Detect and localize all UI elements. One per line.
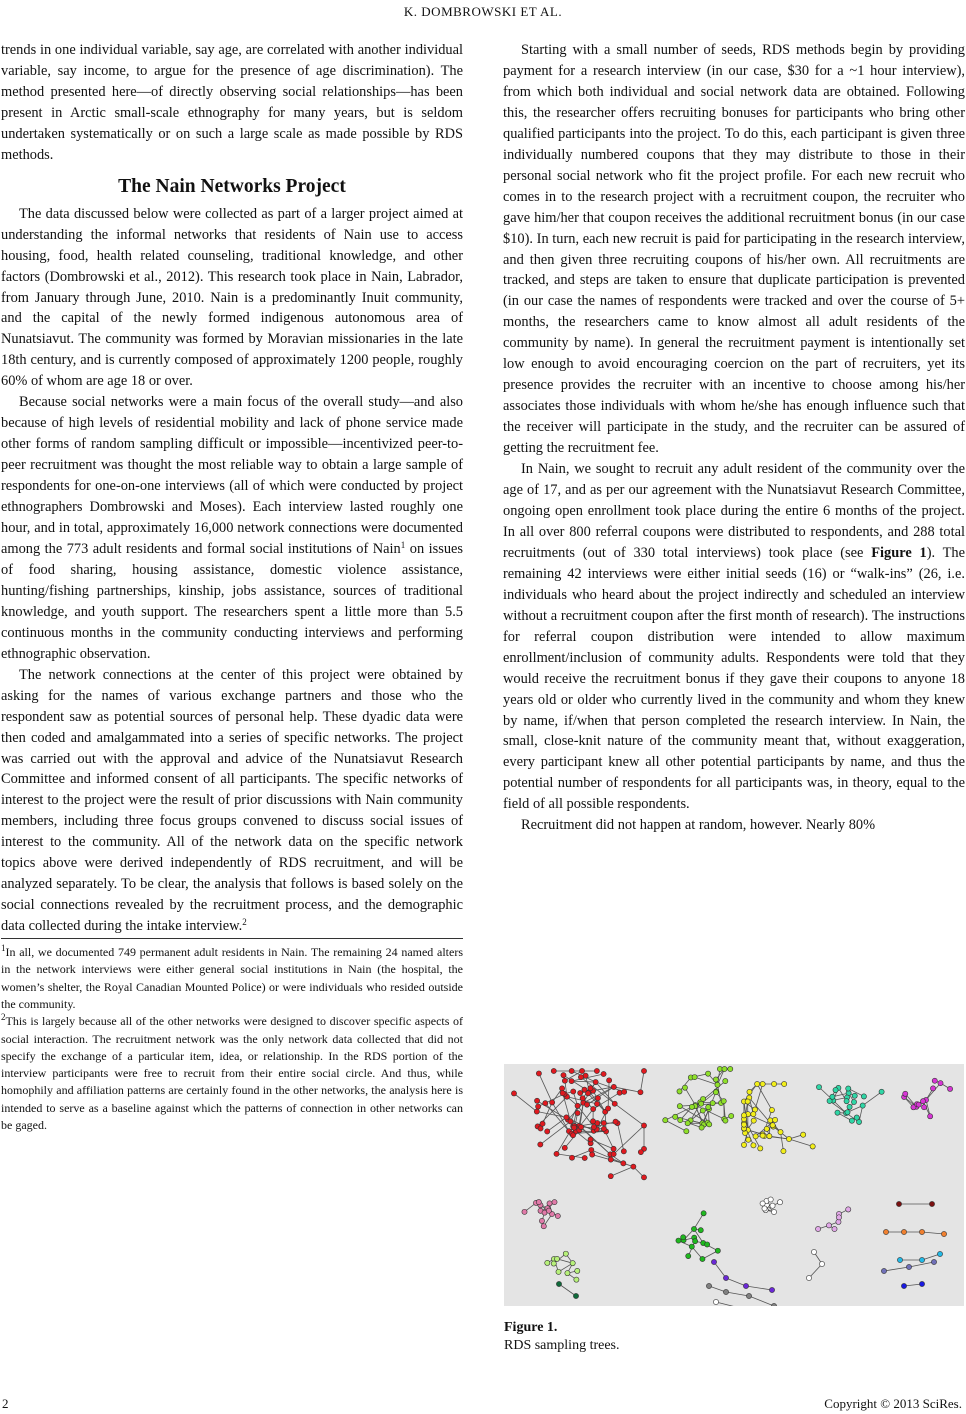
tree-node [771, 1209, 776, 1214]
tree-node [621, 1161, 626, 1166]
tree-node [641, 1068, 646, 1073]
tree-node [844, 1099, 849, 1104]
tree-node [722, 1066, 727, 1071]
tree-node [833, 1087, 838, 1092]
tree-node [896, 1201, 901, 1206]
tree-node [919, 1257, 924, 1262]
tree-node [593, 1079, 598, 1084]
tree-node [605, 1106, 610, 1111]
tree-edge [539, 1073, 552, 1102]
copyright: Copyright © 2013 SciRes. [824, 1396, 962, 1411]
tree-node [578, 1075, 583, 1080]
paragraph: trends in one individual variable, say age, are correlated with another individual variable, say income, to argue for the presence of age discrimination). The method presented here—of directly observing social relationships—has been present in Arctic small-scale ethnography for many years, but is seldom undertaken systematically or on such a large scale as made possible by RDS methods. [1, 42, 463, 163]
figure-rds-trees [504, 1064, 964, 1306]
tree-node [769, 1107, 774, 1112]
tree-node [692, 1074, 697, 1079]
tree-node [594, 1068, 599, 1073]
footnote-divider [1, 938, 463, 939]
figure-caption: RDS sampling trees. [504, 1338, 620, 1353]
tree-edge [640, 1071, 644, 1092]
tree-node [534, 1109, 539, 1114]
paragraph [1, 665, 463, 937]
tree-node [741, 1122, 746, 1127]
tree-node [755, 1081, 760, 1086]
tree-node [539, 1218, 544, 1223]
footnote [1, 1013, 463, 1134]
tree-node [723, 1118, 728, 1123]
tree-node [536, 1104, 541, 1109]
tree-node [571, 1089, 576, 1094]
tree-node [705, 1242, 710, 1247]
tree-node [929, 1201, 934, 1206]
tree-node [689, 1244, 694, 1249]
paragraph-text: The network connections at the center of this project were obtained by asking for the names of various exchange partners and those who the respondent saw as potential sources of personal help. These dyadic data were then coded and amalgammated into a series of specific networks. The project was carried out with the approval and advice of the Nunatsiavut Research Committee and informed consent of all participants. The specific networks of interest to the project were the result of prior discussions with Nain community members, including three focus groups convened to discuss social issues of interest to the community. All of the network data on the specific network topics above were derived independently of RDS recruitment, and will be analyzed separately. To be clear, the analysis that follows is based solely on the social connections revealed by the recruitment process, and the demographic data collected during the intake interview. [1, 666, 463, 935]
tree-node [700, 1108, 705, 1113]
tree-node [764, 1126, 769, 1131]
tree-node [550, 1100, 555, 1105]
right-column [503, 40, 965, 836]
tree-node [691, 1226, 696, 1231]
tree-node [611, 1146, 616, 1151]
tree-node [701, 1211, 706, 1216]
tree-node [684, 1129, 689, 1134]
tree-node [919, 1229, 924, 1234]
tree-node [701, 1096, 706, 1101]
tree-node [852, 1093, 857, 1098]
tree-node [611, 1084, 616, 1089]
tree-node [601, 1126, 606, 1131]
tree-edge [685, 1088, 695, 1106]
tree-node [556, 1269, 561, 1274]
tree-node [758, 1146, 763, 1151]
tree-node [582, 1155, 587, 1160]
tree-node [715, 1082, 720, 1087]
section-title: The Nain Networks Project [118, 175, 346, 197]
tree-node [538, 1142, 543, 1147]
tree-node [930, 1086, 935, 1091]
left-column [1, 40, 463, 1134]
tree-node [753, 1134, 758, 1139]
tree-node [901, 1283, 906, 1288]
tree-node [721, 1099, 726, 1104]
tree-node [778, 1129, 783, 1134]
tree-node [678, 1117, 683, 1122]
tree-node [575, 1103, 580, 1108]
tree-edge [592, 1155, 623, 1164]
tree-node [751, 1118, 756, 1123]
tree-node [723, 1275, 728, 1280]
tree-node [741, 1113, 746, 1118]
tree-node [564, 1115, 569, 1120]
paragraph-text: Because social networks were a main focus of the overall study—and also because of high levels of residential mobility and lack of phone service made other forms of random sampling difficult or impossible—incentivized peer-to-peer recruitment was thought the most reliable way to obtain a large sample of respondents for one-on-one interviews (all of which were conducted by project ethnographers Dombrowski and Moses). Each interview lasted roughly one hour, and in total, approximately 16,000 network connections were documented among the 773 adult residents and formal social institutions of Nain [1, 394, 463, 557]
paragraph [1, 392, 463, 664]
tree-node [551, 1068, 556, 1073]
tree-node [723, 1289, 728, 1294]
tree-node [705, 1071, 710, 1076]
tree-node [771, 1081, 776, 1086]
tree-node [611, 1152, 616, 1157]
tree-node [638, 1150, 643, 1155]
tree-node [552, 1200, 557, 1205]
tree-node [879, 1089, 884, 1094]
tree-node [677, 1089, 682, 1094]
tree-node [588, 1086, 593, 1091]
tree-edge [714, 1262, 726, 1278]
footnote-marker: 1 [1, 943, 6, 954]
tree-node [826, 1223, 831, 1228]
footnote-text: In all, we documented 749 permanent adult residents in Nain. The remaining 24 named alters in the network interviews were either general social institutions in Nain (the hospital, the women’s shelter, the Royal Canadian Mounted Police) or were individuals who resided outside the community. [1, 945, 463, 1011]
tree-node [588, 1137, 593, 1142]
tree-node [947, 1086, 952, 1091]
tree-node [608, 1157, 613, 1162]
tree-node [569, 1079, 574, 1084]
tree-node [768, 1197, 773, 1202]
tree-node [590, 1119, 595, 1124]
tree-node [583, 1073, 588, 1078]
tree-node [578, 1124, 583, 1129]
tree-node [931, 1259, 936, 1264]
tree-node [706, 1283, 711, 1288]
tree-node [767, 1134, 772, 1139]
tree-node [768, 1118, 773, 1123]
tree-node [903, 1091, 908, 1096]
tree-node [595, 1095, 600, 1100]
paragraph-text: ). The remaining 42 interviews were either initial seeds (16) or “walk-ins” (26, i.e. individuals who heard about the project indirectly and scheduled an interview without a recruitment coupon after the first month of research). The instructions for referral coupon distribution were intended to allow maximum enrollment/inclusion of community adults. Respondents were told that they would receive the recruitment bonus if they gave their coupons to anyone 18 years old or older who currently lived in the community and whom they knew by name, if/when that person completed the research interview. In Nain, the small, close-knit nature of the community meant that, without exaggeration, every participant knew all other potential participants by name, and thus the potential number of respondents for all participants was, in theory, equal to the field of all possible respondents. [503, 544, 966, 813]
tree-node [562, 1145, 567, 1150]
tree-node [589, 1147, 594, 1152]
footnote-marker: 2 [242, 917, 247, 928]
tree-edge [746, 1286, 772, 1290]
tree-edge [884, 1267, 909, 1271]
footnote-text: This is largely because all of the other networks were designed to discover specific aspects of social interaction. The recruitment network was the only network data collected that did not specify the exchange of a particular item, idea, or relationship. In the RDS portion of the interview participants were free to recruit from their entire social circle. And thus, while homophily and affiliation patterns are certainly found in the other networks, the analysis here is intended to serve as a baseline against which the patterns of connection in other networks can be gaged. [1, 1014, 463, 1133]
page-number: 2 [2, 1396, 9, 1411]
tree-node [810, 1144, 815, 1149]
paragraph: Starting with a small number of seeds, RDS methods begin by providing payment for a research interview (in our case, $30 for a ~1 hour interview), from which both individual and social network data are obtained. Following this, the researcher offers recruiting bonuses for participants who bring other qualified participants into the project. To do this, each participant is given three individually numbered coupons that they may distribute to those in their personal social network who fit the project profile. For each new recruit who comes in to the research project with a recruitment coupon, the recruiter who gave him/her that coupon receives the additional recruitment bonus (in our case $10). In turn, each new recruit is paid for participating in the research interview, and then given three recruiting coupons of his/her own. All recruitments are tracked, and steps are taken to ensure that duplicate participation is prevented (in our case the names of respondents were tracked and over the course of 5+ months, the researchers came to know almost all adult residents of the community by name). In general the recruitment payment is intentionally set low enough to avoid encouraging coercion on the part of recruiters, yet its presence provides the recruiter with an incentive to choose among his/her associates those individuals with whom he/she has enough influence such that the receiver will participate in the study, and the recruiter can be assured of getting the recruitment fee. [503, 42, 965, 457]
tree-node [561, 1073, 566, 1078]
tree-node [769, 1287, 774, 1292]
tree-node [570, 1133, 575, 1138]
paragraph: Recruitment did not happen at random, however. Nearly 80% [521, 817, 876, 834]
tree-node [883, 1229, 888, 1234]
footnote-marker: 2 [1, 1012, 6, 1023]
tree-node [601, 1120, 606, 1125]
tree-node [554, 1256, 559, 1261]
tree-node [713, 1090, 718, 1095]
tree-edge [757, 1084, 772, 1110]
tree-edge [726, 1292, 749, 1296]
tree-node [746, 1293, 751, 1298]
tree-node [565, 1271, 570, 1276]
tree-edge [665, 1120, 686, 1131]
tree-node [522, 1209, 527, 1214]
tree-node [801, 1132, 806, 1137]
tree-node [545, 1129, 550, 1134]
tree-node [554, 1151, 559, 1156]
figure-label: Figure 1. [504, 1320, 558, 1335]
paragraph-text: In Nain, we sought to recruit any adult resident of the community over the age of 17, and as per our agreement with the Nunatsiavut Research Committee, ongoing open enrollment took place during the entire 6 months of the project. In all over 800 referral coupons were distributed to respondents, and 288 total recruitments (out of 330 total interviews) took place (see [503, 461, 965, 561]
tree-node [569, 1068, 574, 1073]
tree-node [711, 1259, 716, 1264]
tree-edge [514, 1093, 537, 1111]
tree-node [713, 1077, 718, 1082]
footnote [1, 944, 463, 1013]
tree-node [897, 1257, 902, 1262]
tree-node [937, 1251, 942, 1256]
tree-edge [608, 1080, 609, 1108]
tree-node [673, 1114, 678, 1119]
tree-node [536, 1071, 541, 1076]
tree-node [534, 1098, 539, 1103]
tree-node [663, 1118, 668, 1123]
tree-node [545, 1260, 550, 1265]
tree-node [547, 1201, 552, 1206]
tree-node [608, 1174, 613, 1179]
tree-node [723, 1078, 728, 1083]
tree-node [806, 1275, 811, 1280]
tree-node [555, 1213, 560, 1218]
tree-node [845, 1110, 850, 1115]
tree-node [693, 1239, 698, 1244]
tree-node [762, 1206, 767, 1211]
tree-edge [749, 1296, 774, 1306]
tree-node [920, 1099, 925, 1104]
tree-node [928, 1114, 933, 1119]
tree-node [770, 1123, 775, 1128]
tree-node [560, 1091, 565, 1096]
tree-node [938, 1081, 943, 1086]
tree-node [631, 1164, 636, 1169]
tree-node [575, 1110, 580, 1115]
tree-node [770, 1203, 775, 1208]
tree-node [594, 1101, 599, 1106]
tree-node [836, 1215, 841, 1220]
tree-node [906, 1264, 911, 1269]
tree-node [579, 1068, 584, 1073]
figure-reference[interactable]: Figure 1 [871, 544, 927, 561]
tree-node [835, 1110, 840, 1115]
tree-node [760, 1133, 765, 1138]
tree-edge [572, 1150, 591, 1158]
tree-node [849, 1118, 854, 1123]
tree-node [782, 1081, 787, 1086]
tree-node [607, 1078, 612, 1083]
tree-node [786, 1136, 791, 1141]
tree-node [591, 1124, 596, 1129]
tree-node [573, 1293, 578, 1298]
tree-node [574, 1277, 579, 1282]
tree-node [932, 1078, 937, 1083]
tree-node [713, 1299, 718, 1304]
tree-node [747, 1089, 752, 1094]
tree-node [689, 1104, 694, 1109]
tree-node [559, 1086, 564, 1091]
tree-node [728, 1066, 733, 1071]
tree-node [745, 1099, 750, 1104]
tree-node [760, 1081, 765, 1086]
tree-node [682, 1085, 687, 1090]
tree-node [729, 1113, 734, 1118]
tree-node [681, 1235, 686, 1240]
tree-edge [572, 1081, 596, 1082]
tree-edge [559, 1284, 576, 1296]
tree-node [511, 1091, 516, 1096]
tree-node [846, 1086, 851, 1091]
tree-node [751, 1143, 756, 1148]
tree-node [541, 1224, 546, 1229]
tree-node [676, 1238, 681, 1243]
tree-node [854, 1115, 859, 1120]
tree-node [846, 1207, 851, 1212]
tree-node [710, 1100, 715, 1105]
tree-node [741, 1142, 746, 1147]
tree-node [543, 1101, 548, 1106]
tree-node [538, 1126, 543, 1131]
tree-node [746, 1137, 751, 1142]
tree-node [551, 1261, 556, 1266]
tree-node [699, 1125, 704, 1130]
tree-node [819, 1261, 824, 1266]
tree-node [861, 1094, 866, 1099]
tree-node [760, 1201, 765, 1206]
tree-node [901, 1229, 906, 1234]
tree-node [815, 1226, 820, 1231]
tree-node [772, 1117, 777, 1122]
tree-node [582, 1087, 587, 1092]
running-head: K. DOMBROWSKI ET AL. [403, 4, 563, 19]
tree-edge [611, 1167, 634, 1177]
tree-node [941, 1231, 946, 1236]
paragraph-text: on issues of food sharing, housing assistance, domestic violence assistance, hunting/fishing partnerships, kinship, jobs assistance, sources of traditional knowledge, and youth support. The researchers spent a little more than 5.5 continuous months in the community conducting interviews and performing ethnographic observation. [1, 540, 464, 662]
tree-node [641, 1123, 646, 1128]
tree-node [540, 1121, 545, 1126]
tree-node [698, 1228, 703, 1233]
tree-node [916, 1102, 921, 1107]
tree-node [575, 1268, 580, 1273]
tree-node [832, 1226, 837, 1231]
tree-node [715, 1248, 720, 1253]
tree-node [569, 1155, 574, 1160]
footnote-marker: 1 [400, 539, 406, 550]
tree-node [622, 1089, 627, 1094]
tree-edge [922, 1232, 944, 1234]
tree-node [612, 1101, 617, 1106]
network-diagram [504, 1064, 964, 1306]
tree-node [584, 1102, 589, 1107]
tree-node [707, 1122, 712, 1127]
tree-node [641, 1175, 646, 1180]
tree-node [590, 1152, 595, 1157]
tree-node [570, 1261, 575, 1266]
tree-node [771, 1303, 776, 1306]
tree-node [781, 1149, 786, 1154]
tree-node [613, 1119, 618, 1124]
tree-node [685, 1121, 690, 1126]
tree-edge [726, 1278, 746, 1286]
tree-node [601, 1071, 606, 1076]
tree-node [686, 1253, 691, 1258]
tree-node [546, 1208, 551, 1213]
tree-node [700, 1256, 705, 1261]
tree-node [568, 1119, 573, 1124]
tree-node [847, 1104, 852, 1109]
tree-node [921, 1105, 926, 1110]
tree-node [811, 1249, 816, 1254]
tree-node [556, 1281, 561, 1286]
tree-node [591, 1106, 596, 1111]
tree-node [881, 1268, 886, 1273]
tree-node [621, 1149, 626, 1154]
tree-node [562, 1078, 567, 1083]
tree-node [851, 1099, 856, 1104]
tree-node [677, 1104, 682, 1109]
tree-node [919, 1281, 924, 1286]
tree-node [830, 1094, 835, 1099]
paragraph: The data discussed below were collected as part of a larger project aimed at understanding the informal networks that residents of Nain use to access housing, food, health related counseling, traditional knowledge, and other factors (Dombrowski et al., 2012). This research took place in Nain, Labrador, from January through June, 2010. Nain is a predominantly Inuit community, and the capital of the newly formed indigenous autonomous area of Nunatsiavut. The community was formed by Moravian missionaries in the late 18th century, and is currently composed of approximately 1200 people, roughly 60% of whom are age 18 or over. [1, 205, 463, 390]
tree-node [536, 1199, 541, 1204]
tree-node [743, 1283, 748, 1288]
tree-node [580, 1096, 585, 1101]
tree-node [816, 1085, 821, 1090]
tree-node [699, 1101, 704, 1106]
tree-node [706, 1105, 711, 1110]
tree-node [638, 1090, 643, 1095]
tree-edge [789, 1139, 813, 1146]
tree-node [777, 1200, 782, 1205]
tree-node [571, 1125, 576, 1130]
paragraph [503, 459, 965, 815]
tree-edge [716, 1302, 772, 1306]
tree-node [563, 1251, 568, 1256]
tree-node [751, 1112, 756, 1117]
tree-node [860, 1103, 865, 1108]
